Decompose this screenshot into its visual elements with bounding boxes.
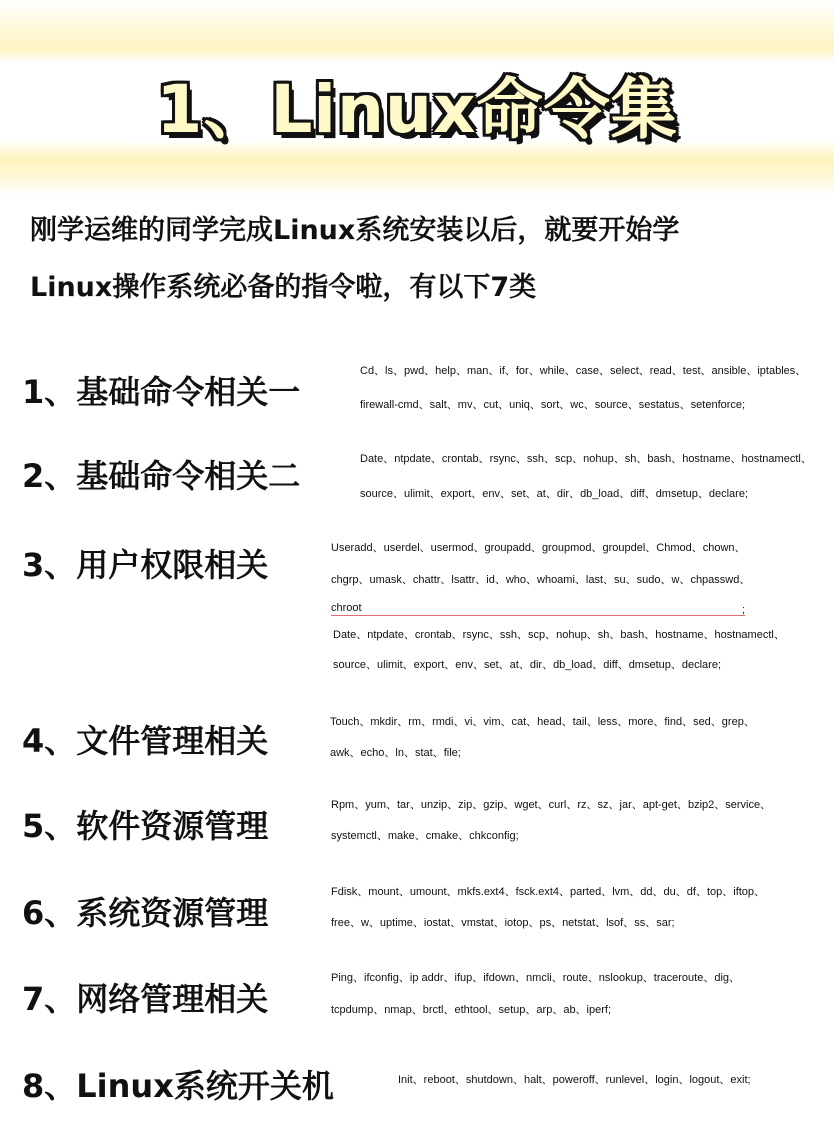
commands-file-line-2: awk、echo、ln、stat、file; (330, 747, 461, 759)
commands-file-line-1: Touch、mkdir、rm、rmdi、vi、vim、cat、head、tail、less、more、find、sed、grep、 (330, 716, 755, 728)
intro-line-2: Linux操作系统必备的指令啦，有以下7类 (30, 272, 537, 303)
commands-user-line-2: chgrp、umask、chattr、lsattr、id、who、whoami、last、su、sudo、w、chpasswd、 (331, 574, 751, 586)
category-basic-2: 2、基础命令相关二 (22, 457, 301, 495)
commands-user-line-4: Date、ntpdate、crontab、rsync、ssh、scp、nohup、sh、bash、hostname、hostnamectl、 (333, 629, 785, 641)
commands-system-line-2: free、w、uptime、iostat、vmstat、iotop、ps、netstat、lsof、ss、sar; (331, 917, 675, 929)
commands-basic-1-line-1: Cd、ls、pwd、help、man、if、for、while、case、select、read、test、ansible、iptables、 (360, 365, 807, 377)
commands-software-line-1: Rpm、yum、tar、unzip、zip、gzip、wget、curl、rz、sz、jar、apt-get、bzip2、service、 (331, 799, 772, 811)
category-network-management: 7、网络管理相关 (22, 980, 269, 1018)
commands-user-line-1: Useradd、userdel、usermod、groupadd、groupmod、groupdel、Chmod、chown、 (331, 542, 746, 554)
intro-line-1: 刚学运维的同学完成Linux系统安装以后，就要开始学 (30, 215, 680, 246)
commands-software-line-2: systemctl、make、cmake、chkconfig; (331, 830, 519, 842)
commands-basic-2-line-1: Date、ntpdate、crontab、rsync、ssh、scp、nohup、sh、bash、hostname、hostnamectl、 (360, 453, 812, 465)
category-system-resources: 6、系统资源管理 (22, 894, 269, 932)
commands-network-line-1: Ping、ifconfig、ip addr、ifup、ifdown、nmcli、route、nslookup、traceroute、dig、 (331, 972, 741, 984)
category-power-control: 8、Linux系统开关机 (22, 1067, 334, 1105)
commands-user-line-3-end: ; (742, 604, 746, 616)
category-user-permissions: 3、用户权限相关 (22, 546, 269, 584)
commands-system-line-1: Fdisk、mount、umount、mkfs.ext4、fsck.ext4、parted、lvm、dd、du、df、top、iftop、 (331, 886, 766, 898)
commands-basic-2-line-2: source、ulimit、export、env、set、at、dir、db_load、diff、dmsetup、declare; (360, 488, 749, 500)
commands-user-line-5: source、ulimit、export、env、set、at、dir、db_load、diff、dmsetup、declare; (333, 659, 722, 671)
commands-user-line-3: chroot (331, 602, 745, 616)
commands-power-line-1: Init、reboot、shutdown、halt、poweroff、runlevel、login、logout、exit; (398, 1074, 751, 1086)
category-basic-1: 1、基础命令相关一 (22, 373, 301, 411)
category-software-resources: 5、软件资源管理 (22, 807, 269, 845)
commands-network-line-2: tcpdump、nmap、brctl、ethtool、setup、arp、ab、iperf; (331, 1004, 612, 1016)
commands-basic-1-line-2: firewall-cmd、salt、mv、cut、uniq、sort、wc、source、sestatus、setenforce; (360, 399, 746, 411)
category-file-management: 4、文件管理相关 (22, 722, 269, 760)
page-title: 1、Linux命令集 (156, 71, 678, 148)
